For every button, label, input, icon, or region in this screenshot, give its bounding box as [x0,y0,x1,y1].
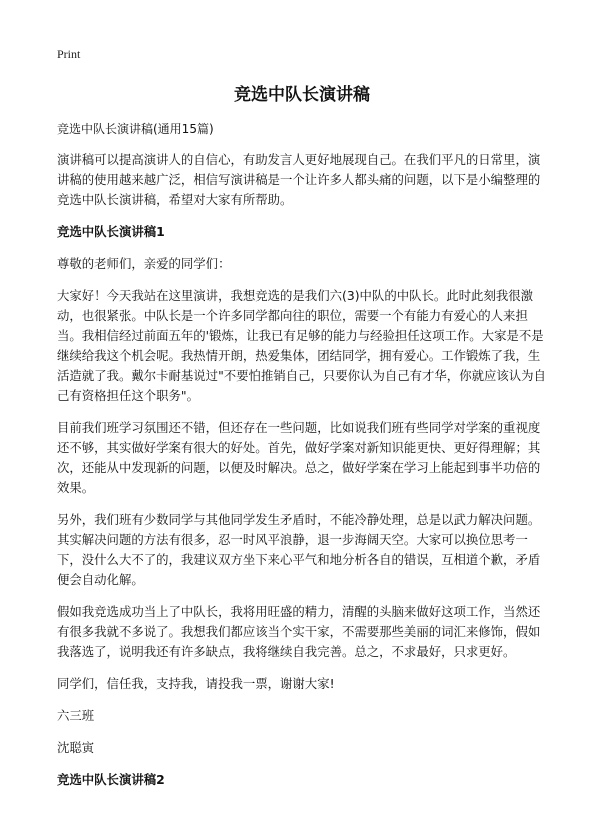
section-heading: 竞选中队长演讲稿1 [57,224,165,239]
body-paragraph: 大家好！今天我站在这里演讲，我想竞选的是我们六(3)中队的中队长。此时此刻我很激动，也很紧张。中队长是一个许多同学都向往的职位，需要一个有能力有爱心的人来担当。我相信经过前面五年的'锻炼，让我已有足够的能力与经验担任这项工作。大家是不是继续给我这个机会呢。我热情开朗，热爱集体，团结同学，拥有爱心。工作锻炼了我，生活造就了我。戴尔卡耐基说过"不要怕推销自己，只要你认为自己有才华，你就应该认为自己有资格担任这个职务"。 [57,288,546,403]
intro-paragraph: 演讲稿可以提高演讲人的自信心，有助发言人更好地展现自己。在我们平凡的日常里，演讲稿的使用越来越广泛，相信写演讲稿是一个让许多人都头痛的问题，以下是小编整理的竞选中队长演讲稿，希望对大家有所帮助。 [57,152,541,207]
class-name: 六三班 [57,708,95,723]
author-name: 沈聪寅 [57,740,95,755]
closing-line: 同学们，信任我，支持我，请投我一票，谢谢大家! [57,676,335,691]
body-paragraph: 假如我竞选成功当上了中队长，我将用旺盛的精力，清醒的头脑来做好这项工作，当然还有很多我就不多说了。我想我们都应该当个实干家，不需要那些美丽的词汇来修饰，假如我落选了，说明我还有许多缺点，我将继续自我完善。总之，不求最好，只求更好。 [57,604,541,659]
page-title: 竞选中队长演讲稿 [234,85,370,105]
article-body [57,150,547,802]
salutation: 尊敬的老师们，亲爱的同学们： [57,256,231,271]
body-paragraph: 另外，我们班有少数同学与其他同学发生矛盾时，不能冷静处理，总是以武力解决问题。其实解决问题的方法有很多，忍一时风平浪静，退一步海阔天空。大家可以换位思考一下，没什么大不了的，我建议双方坐下来心平气和地分析各自的错误，互相道个歉，矛盾便会自动化解。 [57,512,541,587]
section-heading: 竞选中队长演讲稿2 [57,772,165,787]
document-subtitle: 竞选中队长演讲稿(通用15篇) [57,122,214,136]
print-link[interactable]: Print [57,47,81,61]
body-paragraph: 目前我们班学习氛围还不错，但还存在一些问题，比如说我们班有些同学对学案的重视度还不够，其实做好学案有很大的好处。首先，做好学案对新知识能更快、更好得理解；其次，还能从中发现新的问题，以便及时解决。总之，做好学案在学习上能起到事半功倍的效果。 [57,420,541,495]
